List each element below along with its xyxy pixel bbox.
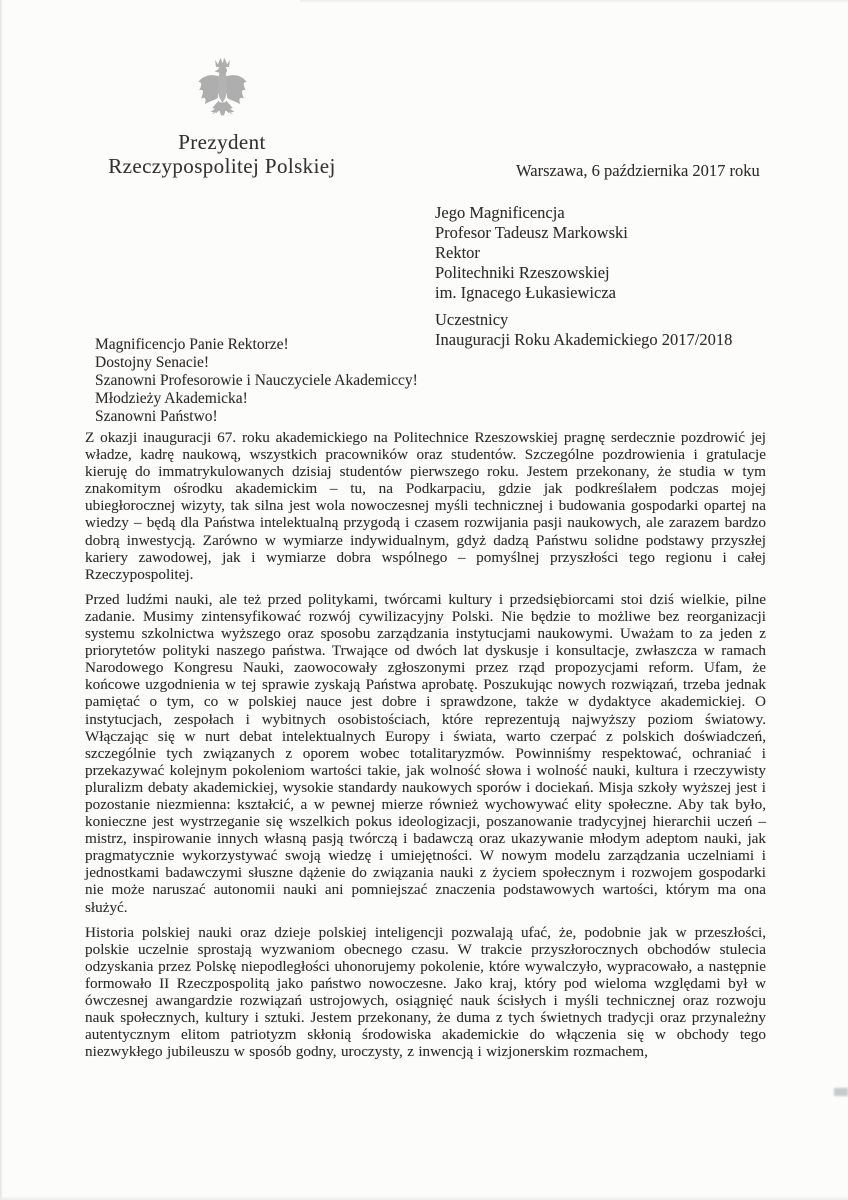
addressee-line: Uczestnicy <box>435 310 509 329</box>
paragraph: Z okazji inauguracji 67. roku akademickiego na Politechnice Rzeszowskiej pragnę serdecznie pozdrowić jej władze, kadrę naukową, wszystkich pracowników oraz studentów. Szczególne pozdrowienia i gratulacje kieruję do immatrykulowanych dzisiaj studentów pierwszego roku. Jestem przekonany, że studia w tym znakomitym ośrodku akademickim – tu, na Podkarpaciu, gdzie jak podkreślałem podczas mojej ubiegłorocznej wizyty, tak silna jest wola nowoczesnej myśli technicznej i budowania gospodarki opartej na wiedzy – będą dla Państwa intelektualną przygodą i czasem rozwijania pasji naukowych, ale zarazem bardzo dobrą inwestycją. Zarówno w wymiarze indywidualnym, gdyż dadzą Państwu solidne podstawy przyszłej kariery zawodowej, jak i wymiarze dobra wspólnego – pomyślnej przyszłości tego regionu i całej Rzeczypospolitej. <box>85 429 766 583</box>
scan-artifact-bottom-edge <box>0 1196 848 1200</box>
paragraph: Historia polskiej nauki oraz dzieje polskiej inteligencji pozwalają ufać, że, podobnie jak w przeszłości, polskie uczelnie sprostają wyzwaniom obecnego czasu. W trakcie przyszłorocznych obchodów stulecia odzyskania przez Polskę niepodległości uhonorujemy pokolenie, które wywalczyło, wypracowało, a następnie formowało II Rzeczpospolitą jako państwo nowoczesne. Jako kraj, który pod wieloma względami był w ówczesnej awangardzie rozwiązań ustrojowych, osiągnięć nauk ścisłych i myśli technicznej oraz rozwoju nauk społecznych, kultury i sztuki. Jestem przekonany, że duma z tych świetnych tradycji oraz przynależny autentycznym elitom patriotyzm skłonią środowiska akademickie do włączenia się w obchody tego niezwykłego jubileuszu w sposób godny, uroczysty, z inwencją i wizjonerskim rozmachem, <box>85 923 766 1061</box>
addressee-line: Politechniki Rzeszowskiej <box>435 263 610 282</box>
salutation-line: Magnificencjo Panie Rektorze! <box>95 336 289 353</box>
letterhead-title-line2: Rzeczypospolitej Polskiej <box>108 153 336 178</box>
addressee-line: Rektor <box>435 243 480 262</box>
scan-artifact-left-edge <box>0 0 3 1200</box>
scan-artifact-smudge <box>834 1088 848 1096</box>
letterhead-title-line1: Prezydent <box>178 130 266 154</box>
addressee-line: Profesor Tadeusz Markowski <box>435 223 628 242</box>
salutation-line: Szanowni Profesorowie i Nauczyciele Akademiccy! <box>95 372 418 389</box>
polish-eagle-emblem <box>194 54 251 121</box>
addressee-line: Jego Magnificencja <box>435 203 565 222</box>
addressee-line: im. Ignacego Łukasiewicza <box>435 283 616 302</box>
paragraph: Przed ludźmi nauki, ale też przed politykami, twórcami kultury i przedsiębiorcami stoi dziś wielkie, pilne zadanie. Musimy zintensyfikować rozwój cywilizacyjny Polski. Nie będzie to możliwe bez reorganizacji systemu szkolnictwa wyższego oraz sposobu zarządzania instytucjami naukowymi. Uważam to za jeden z priorytetów polityki naszego państwa. Trwające od dwóch lat dyskusje i konsultacje, zwłaszcza w ramach Narodowego Kongresu Nauki, zaowocowały zgłoszonymi przez rząd propozycjami reform. Ufam, że końcowe uzgodnienia w tej sprawie zyskają Państwa aprobatę. Poszukując nowych rozwiązań, trzeba jednak pamiętać o tym, co w polskiej nauce jest dobre i sprawdzone, także w dydaktyce akademickiej. O instytucjach, zespołach i wybitnych osobistościach, które reprezentują najwyższy poziom światowy. Włączając się w nurt debat intelektualnych Europy i świata, warto czerpać z polskich doświadczeń, szczególnie tych związanych z oporem wobec totalitaryzmów. Powinniśmy respektować, ochraniać i przekazywać kolejnym pokoleniom wartości takie, jak wolność słowa i wolność nauki, kultura i rzeczywisty pluralizm debaty akademickiej, wysokie standardy naukowych sporów i dociekań. Misja szkoły wyższej jest i pozostanie niezmienna: kształcić, a w pewnej mierze również wychowywać elity społeczne. Aby tak było, konieczne jest wystrzeganie się wszelkich pokus ideologizacji, poszanowanie tradycyjnej hierarchii uczeń – mistrz, inspirowanie innych własną pasją twórczą i badawczą oraz ukazywanie młodym adeptom nauki, jak pragmatycznie wykorzystywać swoją wiedzę i umiejętności. W nowym modelu zarządzania uczelniami i jednostkami badawczymi słuszne dążenie do związania nauki z życiem społecznym i rozwojem gospodarki nie może naruszać autonomii nauki ani pomniejszać znaczenia podstawowych wartości, którym ma ona służyć. <box>85 590 766 916</box>
scan-artifact-top-edge <box>300 0 848 3</box>
salutation-line: Szanowni Państwo! <box>95 408 218 425</box>
dateline: Warszawa, 6 października 2017 roku <box>516 161 760 180</box>
addressee-line: Inauguracji Roku Akademickiego 2017/2018 <box>435 330 733 349</box>
letterhead <box>82 54 362 178</box>
letter-body <box>85 429 766 1060</box>
salutation-block <box>95 336 418 426</box>
addressee-secondary-block <box>435 310 732 350</box>
salutation-line: Dostojny Senacie! <box>95 354 210 371</box>
addressee-block <box>435 203 732 350</box>
salutation-line: Młodzieży Akademicka! <box>95 390 248 407</box>
